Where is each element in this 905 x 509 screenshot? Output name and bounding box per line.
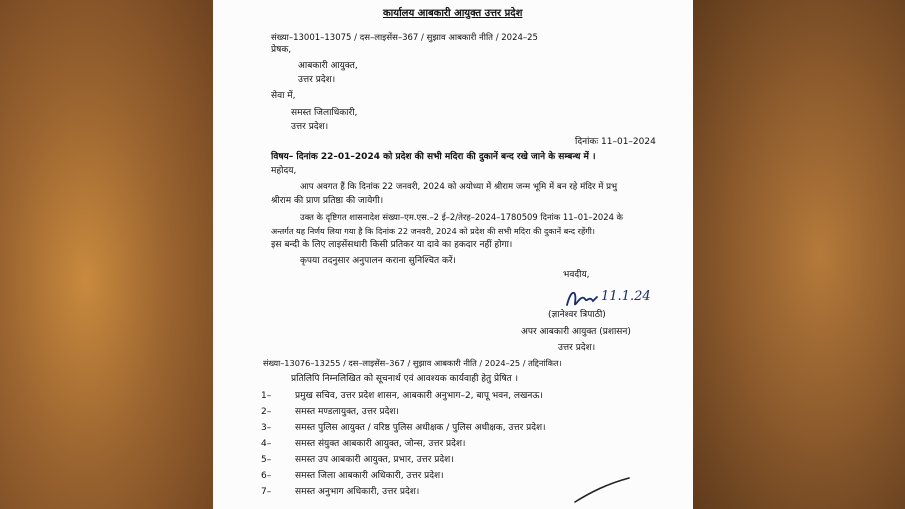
document-page [213,0,693,509]
to-name: समस्त जिलाधिकारी, [291,108,358,118]
to-label: सेवा में, [271,91,296,101]
closing: भवदीय, [563,270,590,280]
para1-line1: आप अवगत हैं कि दिनांक 22 जनवरी, 2024 को अयोध्या में श्रीराम जन्म भूमि में बन रहे मंदिर में प्रभु [300,182,618,192]
copy-item-7: 7– समस्त अनुभाग अधिकारी, उत्तर प्रदेश। [261,487,420,497]
para3: कृपया तदनुसार अनुपालन कराना सुनिश्चित करें। [300,256,456,266]
para1-line2: श्रीराम की प्राण प्रतिष्ठा की जायेगी। [271,196,384,206]
signatory-name: (ज्ञानेश्वर त्रिपाठी) [548,310,606,320]
to-place: उत्तर प्रदेश। [291,122,329,132]
signatory-title: अपर आबकारी आयुक्त (प्रशासन) [521,327,631,337]
para2-line1: उक्त के दृष्टिगत शासनादेश संख्या–एम.एस.–2 ई–2/तेरह–2024–1780509 दिनांक 11–01–2024 के [300,212,623,222]
copy-item-2: 2– समस्त मण्डलायुक्त, उत्तर प्रदेश। [261,407,399,417]
letter-date: दिनांकः 11–01–2024 [575,137,656,147]
copy-item-5: 5– समस्त उप आबकारी आयुक्त, प्रभार, उत्तर प्रदेश। [261,455,454,465]
copy-item-4: 4– समस्त संयुक्त आबकारी आयुक्त, जोन्स, उत्तर प्रदेश। [261,439,466,449]
background-right [693,0,905,509]
reference-number-2: संख्या–13076–13255 / दस–लाइसेंस–367 / सुझाव आबकारी नीति / 2024–25 / तद्दिनांकित। [263,358,562,368]
copy-item-1: 1– प्रमुख सचिव, उत्तर प्रदेश शासन, आबकारी अनुभाग–2, बापू भवन, लखनऊ। [261,391,543,401]
copy-intro: प्रतिलिपि निम्नलिखित को सूचनार्थ एवं आवश्यक कार्यवाही हेतु प्रेषित । [291,374,519,384]
reference-number: संख्या–13001–13075 / दस–लाइसेंस–367 / सुझाव आबकारी नीति / 2024–25 [271,33,538,43]
para2-line3: इस बन्दी के लिए लाइसेंसधारी किसी प्रतिकर या दावे का हकदार नहीं होगा। [271,240,513,250]
signatory-place: उत्तर प्रदेश। [558,343,596,353]
signature-date: 11.1.24 [601,289,651,304]
pen-stroke-mark [573,474,633,504]
background-left [0,0,213,509]
from-place: उत्तर प्रदेश। [298,75,336,85]
subject-line: विषय– दिनांक 22–01–2024 को प्रदेश की सभी मदिरा की दुकानें बन्द रखे जाने के सम्बन्ध में । [271,152,596,162]
from-name: आबकारी आयुक्त, [298,61,358,71]
copy-item-3: 3– समस्त पुलिस आयुक्त / वरिष्ठ पुलिस अधीक्षक / पुलिस अधीक्षक, उत्तर प्रदेश। [261,423,546,433]
salutation: महोदय, [271,166,297,176]
from-label: प्रेषक, [271,45,292,55]
office-header: कार्यालय आबकारी आयुक्त उत्तर प्रदेश [383,8,523,19]
copy-item-6: 6– समस्त जिला आबकारी अधिकारी, उत्तर प्रदेश। [261,471,444,481]
para2-line2: अन्तर्गत यह निर्णय लिया गया है कि दिनांक 22 जनवरी, 2024 को प्रदेश की सभी मदिरा की दुकानें बन्द रहेंगी। [271,226,595,236]
